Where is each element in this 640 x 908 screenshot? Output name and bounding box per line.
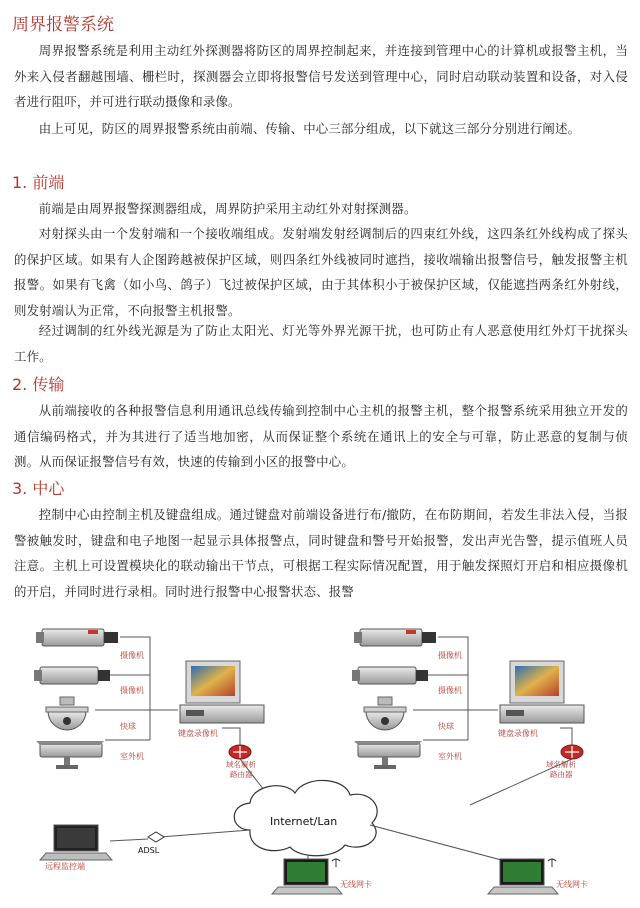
- label-camera-2: 摄像机: [438, 686, 462, 695]
- label-dome: 快球: [120, 722, 136, 731]
- wireless-laptop-icon: [488, 859, 558, 894]
- section-heading-frontend: 1. 前端: [12, 173, 65, 192]
- label-network: Internet/Lan: [270, 815, 338, 828]
- frontend-paragraph-1: 前端是由周界报警探测器组成，周界防护采用主动红外对射探测器。: [38, 201, 417, 216]
- camera-icon: [34, 667, 110, 684]
- left-cluster: [34, 629, 264, 790]
- router-icon: [229, 745, 251, 759]
- dvr-monitor-icon: [180, 661, 264, 723]
- dome-camera-icon: [364, 697, 406, 730]
- label-router-1: 域名解析: [546, 760, 576, 769]
- remote-laptop-icon: [40, 825, 112, 860]
- label-camera-1: 摄像机: [438, 651, 462, 660]
- dvr-monitor-icon: [500, 661, 584, 723]
- page-title: 周界报警系统: [12, 15, 114, 35]
- label-router-1: 域名解析: [226, 760, 256, 769]
- intro-paragraph-1: 周界报警系统是利用主动红外探测器将防区的周界控制起来，并连接到管理中心的计算机或报警主机，当外来入侵者翻越围墙、栅栏时，探测器会立即将报警信号发送到管理中心，同时启动联动装置和设备，对入侵者进行阻吓，并可进行联动摄像和录像。: [14, 43, 628, 110]
- dome-camera-icon: [46, 697, 88, 730]
- label-wireless-1: 无线网卡: [340, 880, 372, 889]
- section-heading-transmission: 2. 传输: [12, 375, 65, 394]
- frontend-paragraph-3: 经过调制的红外线光源是为了防止太阳光、灯光等外界光源干扰，也可防止有人恶意使用红外灯干扰探头工作。: [14, 323, 628, 364]
- label-adsl: ADSL: [138, 846, 160, 855]
- label-router-2: 路由器: [550, 770, 573, 779]
- camera-icon: [36, 629, 118, 646]
- label-camera-2: 摄像机: [120, 686, 144, 695]
- label-remote: 远程监控端: [45, 862, 85, 871]
- outdoor-camera-icon: [36, 741, 104, 769]
- network-diagram: [0, 615, 640, 908]
- router-icon: [561, 745, 583, 759]
- label-dvr: 键盘录像机: [178, 729, 218, 738]
- label-router-2: 路由器: [230, 770, 253, 779]
- transmission-paragraph: 从前端接收的各种报警信息利用通讯总线传输到控制中心主机的报警主机，整个报警系统采用独立开发的通信编码格式，并为其进行了适当地加密，从而保证整个系统在通讯上的安全与可靠，防止恶意的复制与侦测。从而保证报警信号有效，快速的传输到小区的报警中心。: [14, 403, 628, 470]
- camera-icon: [354, 629, 436, 646]
- wireless-laptop-icon: [272, 859, 342, 894]
- section-heading-center: 3. 中心: [12, 479, 65, 498]
- intro-paragraph-2: 由上可见，防区的周界报警系统由前端、传输、中心三部分组成，以下就这三部分分别进行阐述。: [38, 121, 581, 136]
- outdoor-camera-icon: [354, 741, 422, 769]
- label-dome: 快球: [438, 722, 454, 731]
- label-outdoor: 室外机: [438, 752, 462, 761]
- label-camera-1: 摄像机: [120, 651, 144, 660]
- label-dvr: 键盘录像机: [498, 729, 538, 738]
- label-outdoor: 室外机: [120, 752, 144, 761]
- label-wireless-2: 无线网卡: [556, 880, 588, 889]
- center-paragraph: 控制中心由控制主机及键盘组成。通过键盘对前端设备进行布/撤防，在布防期间，若发生非法入侵，当报警被触发时，键盘和电子地图一起显示具体报警点，同时键盘和警号开始报警，发出声光告警，提示值班人员注意。主机上可设置模块化的联动输出干节点，可根据工程实际情况配置，用于触发探照灯开启和相应摄像机的开启，并同时进行录相。同时进行报警中心报警状态、报警: [14, 507, 628, 599]
- frontend-paragraph-2: 对射探头由一个发射端和一个接收端组成。发射端发射经调制后的四束红外线，这四条红外线构成了探头的保护区域。如果有人企图跨越被保护区域，则四条红外线被同时遮挡，接收端输出报警信号，触发报警主机报警。如果有飞禽（如小鸟、鸽子）飞过被保护区域，由于其体积小于被保护区域，仅能遮挡两条红外射线，则发射端认为正常，不向报警主机报警。: [14, 226, 628, 318]
- adsl-modem-icon: [148, 832, 164, 842]
- right-cluster: [352, 629, 584, 805]
- camera-icon: [352, 667, 428, 684]
